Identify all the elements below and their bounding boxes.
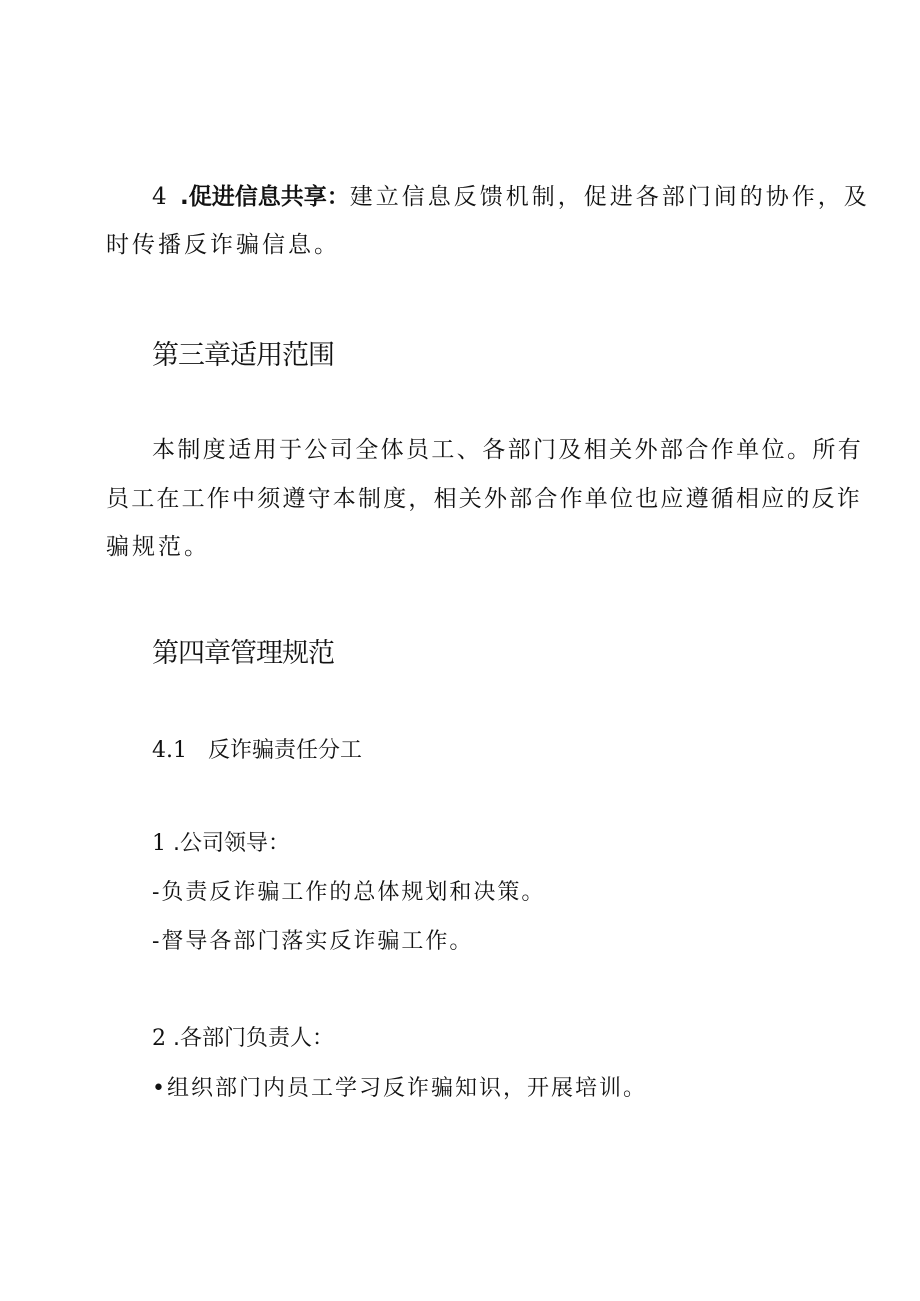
- chapter-3-para-line1: 本制度适用于公司全体员工、各部门及相关外部合作单位。所有: [152, 437, 864, 463]
- item-1-label: .公司领导：: [173, 831, 290, 856]
- section-4-1: [152, 733, 362, 764]
- item-1-heading: [152, 826, 290, 857]
- item-4-text-line2: 时传播反诈骗信息。: [106, 232, 340, 258]
- item-4-line1: [152, 178, 870, 211]
- item-1-number: 1: [152, 831, 166, 856]
- chapter-3-para-line2: 员工在工作中须遵守本制度，相关外部合作单位也应遵循相应的反诈: [106, 486, 862, 512]
- item-2-number: 2: [152, 1026, 166, 1051]
- item-4-text-line1: 建立信息反馈机制，促进各部门间的协作，及: [349, 184, 870, 210]
- chapter-3-para-line3: 骗规范。: [106, 534, 210, 560]
- item-1-bullet-2: -督导各部门落实反诈骗工作。: [152, 929, 474, 954]
- section-4-1-title: 反诈骗责任分工: [208, 738, 363, 763]
- item-1-bullet-1: -负责反诈骗工作的总体规划和决策。: [152, 880, 546, 905]
- item-2-heading: [152, 1021, 334, 1052]
- section-4-1-number: 4.1: [152, 738, 187, 763]
- item-4-number: 4: [152, 184, 170, 210]
- item-2-label: .各部门负责人：: [173, 1026, 334, 1051]
- item-2-bullet-1: •组织部门内员工学习反诈骗知识，开展培训。: [152, 1076, 647, 1101]
- chapter-4-title: 第四章管理规范: [152, 638, 334, 669]
- chapter-3-title: 第三章适用范围: [152, 340, 334, 371]
- item-4-label: .促进信息共享：: [179, 184, 350, 210]
